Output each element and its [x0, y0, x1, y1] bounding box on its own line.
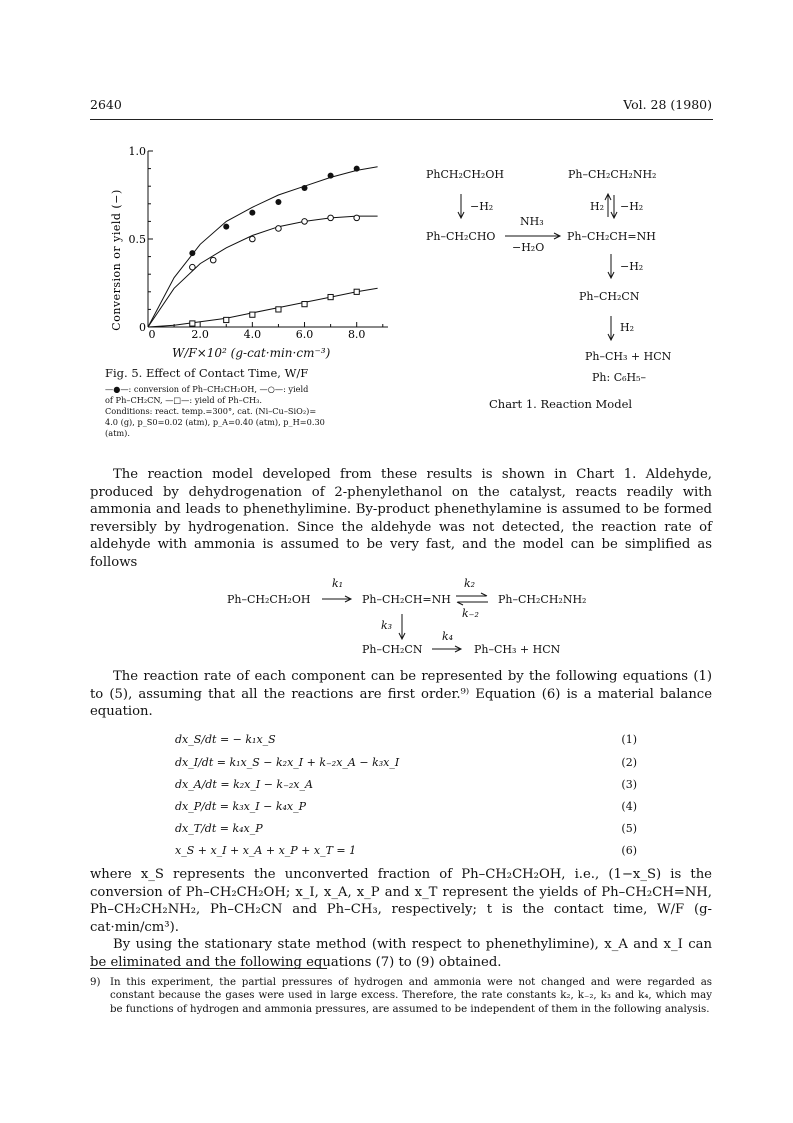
toluene-yield-point: [276, 307, 281, 312]
legend-line: of Ph–CH₂CN, —□—: yield of Ph–CH₃.: [105, 395, 262, 405]
legend-line: —●—: conversion of Ph–CH₂CH₂OH, —○—: yield: [105, 384, 309, 394]
conversion-point: [275, 199, 281, 205]
equation-number: (1): [621, 733, 637, 746]
figure-legend: [105, 384, 395, 439]
chart1-ethanol: PhCH₂CH₂OH: [426, 168, 504, 181]
scheme-products: Ph–CH₃ + HCN: [474, 643, 561, 656]
x-tick-label: 6.0: [295, 328, 314, 341]
journal-volume: Vol. 28 (1980): [623, 97, 712, 112]
paragraph-1: The reaction model developed from these results is shown in Chart 1. Aldehyde, produced by dehydrogenation of 2-phenylethanol on the catalyst, reacts readily with ammonia and leads to phenethylimine. By-product phenethylamine is assumed to be formed reversibly by hydrogenation. Since the aldehyde was not detected, the reaction rate of aldehyde with ammonia is assumed to be very fast, and the model can be simplified as follows: [90, 467, 712, 570]
scheme-k1: k₁: [332, 577, 344, 590]
scheme-k4: k₄: [442, 630, 454, 643]
legend-line: (atm).: [105, 428, 130, 438]
legend-line: 4.0 (g), p_S0=0.02 (atm), p_A=0.40 (atm), p_H=0.30: [105, 417, 325, 427]
scheme-ethanol: Ph–CH₂CH₂OH: [227, 593, 311, 606]
equation: x_S + x_I + x_A + x_P + x_T = 1: [175, 844, 357, 857]
scheme-k2: k₂: [464, 577, 476, 590]
chart-points: [189, 166, 359, 326]
conversion-point: [354, 166, 360, 172]
nitrile-yield-point: [210, 257, 216, 263]
chart1-right-mh2-2: −H₂: [620, 260, 644, 273]
toluene-yield-point: [302, 302, 307, 307]
toluene-yield-point: [224, 317, 229, 322]
nitrile-yield-point: [302, 219, 308, 225]
chart-ticks: [129, 145, 383, 341]
chart1-products: Ph–CH₃ + HCN: [585, 350, 672, 363]
scheme-k3: k₃: [381, 619, 393, 632]
chart1-ph-definition: Ph: C₆H₅–: [592, 371, 647, 384]
scheme-amine: Ph–CH₂CH₂NH₂: [498, 593, 587, 606]
toluene-yield-point: [328, 294, 333, 299]
equation-number: (2): [621, 756, 637, 769]
down-arrow-icon: [605, 252, 617, 280]
chart1-right-h2: H₂: [590, 200, 605, 213]
y-tick-label: 1.0: [128, 145, 146, 158]
equation: dx_T/dt = k₄x_P: [175, 822, 263, 835]
equation-row: [175, 822, 637, 835]
y-tick-label: 0: [139, 321, 146, 334]
equation-number: (3): [621, 778, 637, 791]
conversion-point: [328, 173, 334, 179]
chart1-nh3: NH₃: [520, 215, 544, 228]
nitrile-yield-point: [276, 226, 282, 232]
paragraph-2: The reaction rate of each component can be represented by the following equations (1) to (5), assuming that all the reactions are first order.⁹⁾ Equation (6) is a material balance equation.: [90, 669, 712, 720]
chart1-left-h2: −H₂: [470, 200, 494, 213]
nitrile-yield-point: [354, 215, 360, 221]
right-arrow-icon: [503, 231, 563, 241]
right-arrow-icon: [320, 594, 354, 604]
conversion-point: [189, 250, 195, 256]
toluene-yield-point: [250, 312, 255, 317]
toluene-yield-point: [190, 321, 195, 326]
x-axis-label: W/F×10² (g-cat·min·cm⁻³): [172, 346, 331, 360]
chart1-right-h2-2: H₂: [620, 321, 635, 334]
chart1-aldehyde: Ph–CH₂CHO: [426, 230, 496, 243]
conversion-point: [223, 224, 229, 230]
x-tick-label: 2.0: [191, 328, 209, 341]
reversible-arrow-icon: [604, 192, 618, 220]
down-arrow-icon: [605, 314, 617, 342]
right-arrow-icon: [430, 644, 464, 654]
down-arrow-icon: [455, 192, 467, 220]
chart1-right-mh2: −H₂: [620, 200, 644, 213]
fitted-curve: [148, 167, 378, 327]
chart1-amine: Ph–CH₂CH₂NH₂: [568, 168, 657, 181]
scheme-imine: Ph–CH₂CH=NH: [362, 593, 451, 606]
fitted-curve: [148, 288, 378, 327]
footnote-text: In this experiment, the partial pressures of hydrogen and ammonia were not changed and were regarded as constant because the gases were used in large excess. Therefore, the rate constants k₂, k₋₂, k₃ and k₄, which may be functions of hydrogen and ammonia pressures, are assumed to be independent of them in the following analysis.: [110, 977, 712, 1015]
chart1-caption: Chart 1. Reaction Model: [489, 397, 633, 411]
equation: dx_I/dt = k₁x_S − k₂x_I + k₋₂x_A − k₃x_I: [175, 756, 400, 769]
scheme-nitrile: Ph–CH₂CN: [362, 643, 423, 656]
figure-caption-title: Fig. 5. Effect of Contact Time, W/F: [105, 366, 309, 380]
chart1-mh2o: −H₂O: [512, 241, 545, 254]
chart-curves: [148, 167, 378, 327]
page-number: 2640: [90, 97, 122, 112]
nitrile-yield-point: [328, 215, 334, 221]
footnote: [90, 976, 712, 1016]
equation: dx_A/dt = k₂x_I − k₋₂x_A: [175, 778, 313, 791]
nitrile-yield-point: [190, 264, 196, 270]
footnote-mark: 9): [90, 977, 101, 988]
legend-line: Conditions: react. temp.=300°, cat. (Ni–Cu–SiO₂)=: [105, 406, 317, 416]
chart1-imine: Ph–CH₂CH=NH: [567, 230, 656, 243]
equation-number: (4): [621, 800, 637, 813]
equation-number: (5): [621, 822, 637, 835]
down-arrow-icon: [396, 612, 408, 642]
equation: dx_P/dt = k₃x_I − k₄x_P: [175, 800, 307, 813]
conversion-point: [302, 185, 308, 191]
equilibrium-arrow-icon: [454, 592, 490, 606]
conversion-point: [249, 210, 255, 216]
footnote-rule: [90, 968, 327, 969]
header-rule: [90, 119, 713, 120]
equation: dx_S/dt = − k₁x_S: [175, 733, 276, 746]
x-tick-label: 4.0: [243, 328, 262, 341]
equation-row: [175, 778, 637, 791]
x-tick-label: 8.0: [347, 328, 366, 341]
scheme-km2: k₋₂: [462, 607, 479, 620]
equation-row: [175, 800, 637, 813]
equation-row: [175, 844, 637, 857]
equation-row: [175, 756, 637, 769]
chart1-nitrile: Ph–CH₂CN: [579, 290, 640, 303]
nitrile-yield-point: [250, 236, 256, 242]
figure-5-chart: [96, 138, 396, 363]
chart-axes: [148, 151, 388, 327]
x-tick-label: 0: [148, 328, 156, 341]
y-axis-label: Conversion or yield (−): [110, 189, 123, 331]
y-tick-label: 0.5: [128, 233, 146, 246]
equation-number: (6): [621, 844, 637, 857]
equation-row: [175, 733, 637, 746]
toluene-yield-point: [354, 289, 359, 294]
paragraph-3: where x_S represents the unconverted fraction of Ph–CH₂CH₂OH, i.e., (1−x_S) is the conversion of Ph–CH₂CH₂OH; x_I, x_A, x_P and x_T represent the yields of Ph–CH₂CH=NH, Ph–CH₂CH₂NH₂, Ph–CH₂CN and Ph–CH₃, respectively; t is the contact time, W/F (g-cat·min/cm³). By using the stationary state method (with respect to phenethylimine), x_A and x_I can be eliminated and the following equations (7) to (9) obtained.: [90, 867, 712, 970]
